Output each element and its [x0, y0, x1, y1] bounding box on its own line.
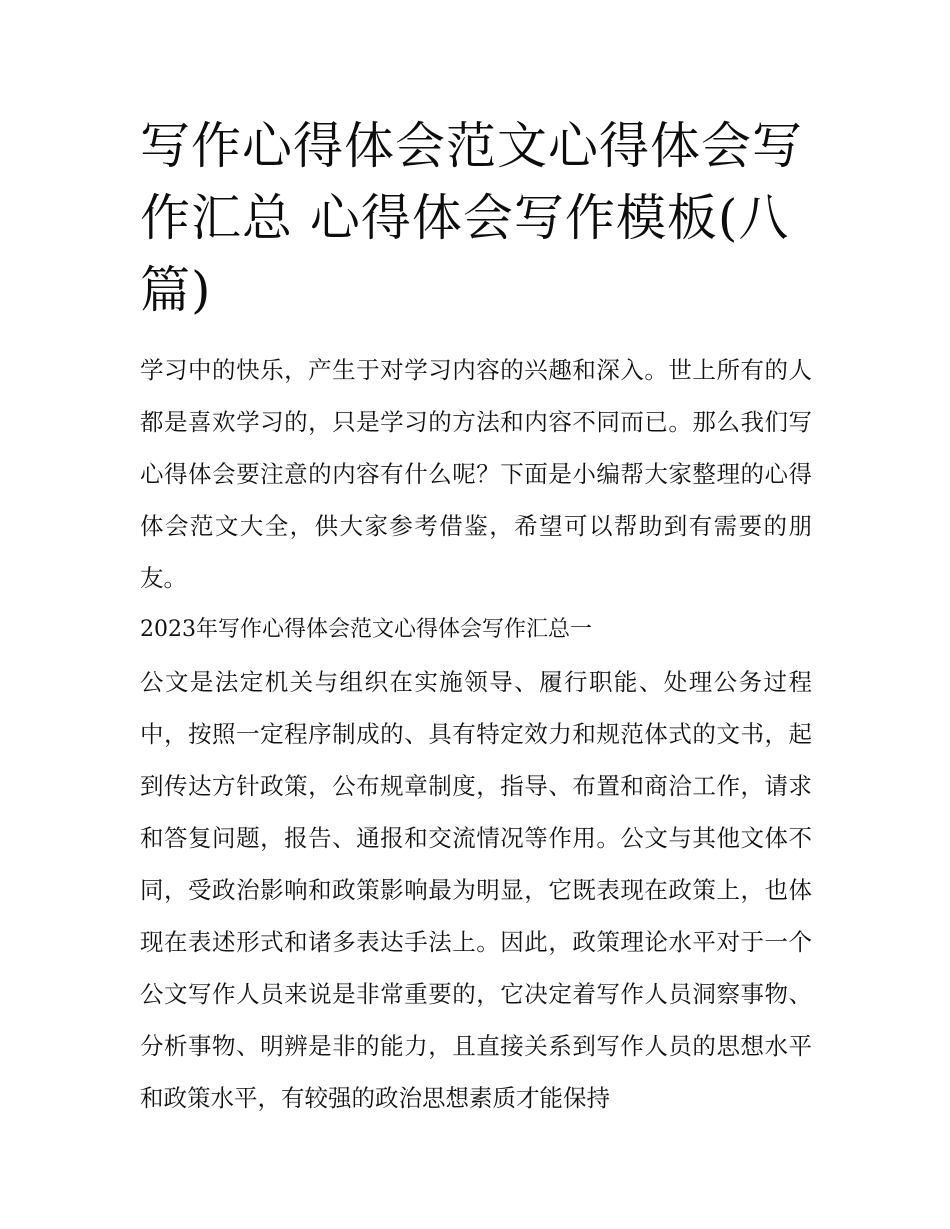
section-heading: 2023年写作心得体会范文心得体会写作汇总一	[140, 617, 592, 642]
document-page	[140, 110, 812, 1124]
section-body-paragraph: 公文是法定机关与组织在实施领导、履行职能、处理公务过程中，按照一定程序制成的、具有特定效力和规范体式的文书，起到传达方针政策，公布规章制度，指导、布置和商洽工作，请求和答复问题，报告、通报和交流情况等作用。公文与其他文体不同，受政治影响和政策影响最为明显，它既表现在政策上，也体现在表述形式和诸多表达手法上。因此，政策理论水平对于一个公文写作人员来说是非常重要的，它决定着写作人员洞察事物、分析事物、明辨是非的能力，且直接关系到写作人员的思想水平和政策水平，有较强的政治思想素质才能保持	[140, 668, 812, 1112]
intro-paragraph: 学习中的快乐，产生于对学习内容的兴趣和深入。世上所有的人都是喜欢学习的，只是学习的方法和内容不同而已。那么我们写心得体会要注意的内容有什么呢？下面是小编帮大家整理的心得体会范文大全，供大家参考借鉴，希望可以帮助到有需要的朋友。	[140, 356, 812, 592]
document-title: 写作心得体会范文心得体会写作汇总 心得体会写作模板(八篇)	[140, 117, 803, 319]
